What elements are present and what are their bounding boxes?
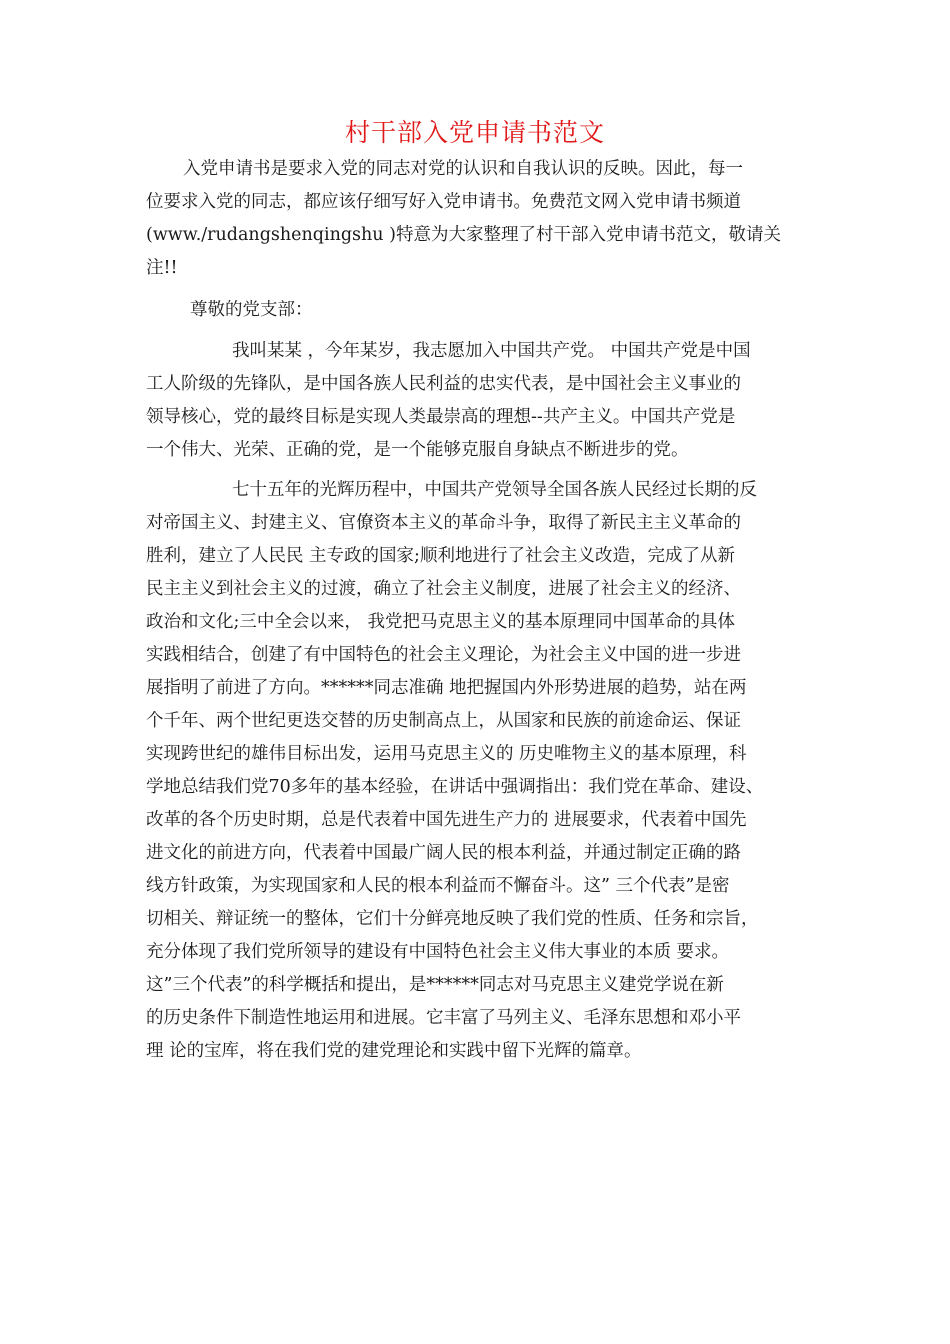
salutation: 尊敬的党支部： xyxy=(190,300,313,320)
paragraph-line: 我叫某某 ，今年某岁，我志愿加入中国共产党。 中国共产党是中国 xyxy=(232,341,751,361)
paragraph-line: 进文化的前进方向，代表着中国最广阔人民的根本利益，并通过制定正确的路 xyxy=(146,843,741,863)
paragraph-line: 个千年、两个世纪更迭交替的历史制高点上，从国家和民族的前途命运、保证 xyxy=(146,711,741,731)
paragraph-line: 改革的各个历史时期，总是代表着中国先进生产力的 进展要求，代表着中国先 xyxy=(146,810,747,830)
paragraph-line: 对帝国主义、封建主义、官僚资本主义的革命斗争，取得了新民主主义革命的 xyxy=(146,513,741,533)
intro-line: 注!! xyxy=(146,258,178,278)
paragraph-line: 充分体现了我们党所领导的建设有中国特色社会主义伟大事业的本质 要求。 xyxy=(146,942,730,962)
paragraph-line: 一个伟大、光荣、正确的党，是一个能够克服自身缺点不断进步的党。 xyxy=(146,440,689,460)
paragraph-line: 民主主义到社会主义的过渡，确立了社会主义制度，进展了社会主义的经济、 xyxy=(146,579,741,599)
paragraph-line: 工人阶级的先锋队，是中国各族人民利益的忠实代表，是中国社会主义事业的 xyxy=(146,374,741,394)
paragraph-line: 七十五年的光辉历程中，中国共产党领导全国各族人民经过长期的反 xyxy=(232,480,757,500)
paragraph-line: 展指明了前进了方向。******同志准确 地把握国内外形势进展的趋势，站在两 xyxy=(146,678,747,698)
paragraph-line: 理 论的宝库，将在我们党的建党理论和实践中留下光辉的篇章。 xyxy=(146,1041,642,1061)
paragraph-line: 实践相结合，创建了有中国特色的社会主义理论，为社会主义中国的进一步进 xyxy=(146,645,741,665)
intro-line: 入党申请书是要求入党的同志对党的认识和自我认识的反映。因此，每一 xyxy=(183,159,743,179)
paragraph-line: 线方针政策，为实现国家和人民的根本利益而不懈奋斗。这” 三个代表”是密 xyxy=(146,876,730,896)
document-title: 村干部入党申请书范文 xyxy=(344,118,605,147)
intro-line: 位要求入党的同志，都应该仔细写好入党申请书。免费范文网入党申请书频道 xyxy=(146,192,741,212)
paragraph-line: 切相关、辩证统一的整体，它们十分鲜亮地反映了我们党的性质、任务和宗旨， xyxy=(146,909,759,929)
paragraph-line: 这”三个代表”的科学概括和提出，是******同志对马克思主义建党学说在新 xyxy=(146,975,724,995)
paragraph-line: 的历史条件下制造性地运用和进展。它丰富了马列主义、毛泽东思想和邓小平 xyxy=(146,1008,741,1028)
paragraph-line: 实现跨世纪的雄伟目标出发，运用马克思主义的 历史唯物主义的基本原理，科 xyxy=(146,744,747,764)
paragraph-line: 领导核心，党的最终目标是实现人类最崇高的理想--共产主义。中国共产党是 xyxy=(146,407,736,427)
paragraph-line: 胜利，建立了人民民 主专政的国家;顺利地进行了社会主义改造，完成了从新 xyxy=(146,546,735,566)
paragraph-line: 学地总结我们党70多年的基本经验，在讲话中强调指出：我们党在革命、建设、 xyxy=(146,777,764,797)
intro-line: (www./rudangshenqingshu )特意为大家整理了村干部入党申请书范文，敬请关 xyxy=(146,225,781,245)
paragraph-line: 政治和文化;三中全会以来， 我党把马克思主义的基本原理同中国革命的具体 xyxy=(146,612,735,632)
